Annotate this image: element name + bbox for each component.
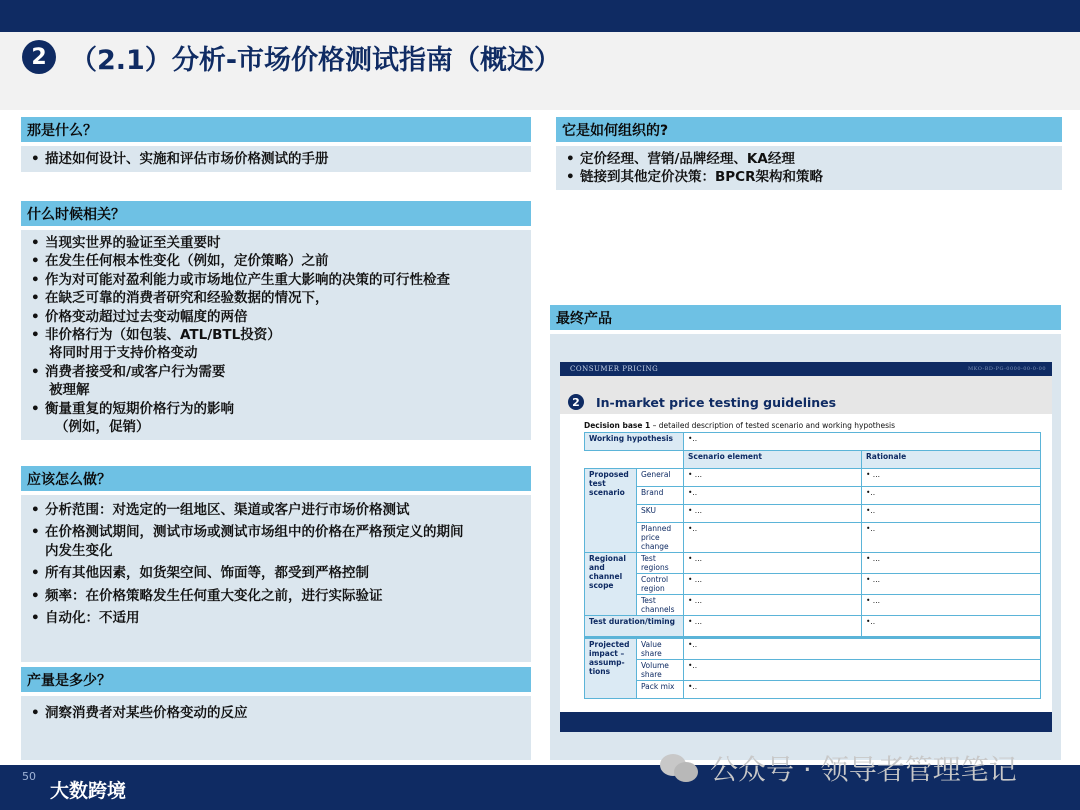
table-row: [585, 523, 1041, 553]
final-product-preview: [560, 362, 1052, 732]
top-bar: [0, 0, 1080, 32]
table-cell: Volume share: [637, 660, 684, 681]
table-cell: Planned price change: [637, 523, 684, 553]
table-header-cell: Rationale: [862, 451, 1041, 469]
preview-title-area: [560, 376, 1052, 414]
table-row: [585, 660, 1041, 681]
list-item: • 分析范围：对选定的一组地区、渠道或客户进行市场价格测试: [29, 501, 523, 519]
table-cell: • ...: [684, 505, 862, 523]
table-cell: Value share: [637, 638, 684, 660]
list-item: • 消费者接受和/或客户行为需要: [29, 363, 523, 381]
table-row: [585, 553, 1041, 574]
preview-title: In-market price testing guidelines: [596, 395, 837, 410]
list-item: • 描述如何设计、实施和评估市场价格测试的手册: [29, 150, 523, 168]
table-row: [585, 616, 1041, 638]
table-cell: • ...: [684, 595, 862, 616]
watermark-text: 公众号 · 领导者管理笔记: [710, 753, 1017, 786]
section-when-heading: 什么时候相关？: [21, 201, 531, 226]
table-cell: Pack mix: [637, 681, 684, 699]
table-cell: SKU: [637, 505, 684, 523]
table-cell: [585, 451, 684, 469]
list-item: • 链接到其他定价决策：BPCR架构和策略: [564, 168, 1054, 186]
watermark: [660, 748, 1017, 788]
table-row: [585, 469, 1041, 487]
table-row: [585, 574, 1041, 595]
table-cell: • ...: [862, 574, 1041, 595]
table-cell: Working hypothesis: [585, 433, 684, 451]
table-cell: • ...: [862, 595, 1041, 616]
table-cell: • ...: [684, 616, 862, 638]
section-how-heading: 应该怎么做？: [21, 466, 531, 491]
table-cell: •..: [684, 638, 1041, 660]
list-item: • 价格变动超过过去变动幅度的两倍: [29, 308, 523, 326]
table-cell: •..: [862, 616, 1041, 638]
preview-footer-bar: [560, 712, 1052, 732]
list-item: • 非价格行为（如包装、ATL/BTL投资）: [29, 326, 523, 344]
table-cell: • ...: [862, 553, 1041, 574]
section-when-body: [21, 230, 531, 440]
table-cell: •..: [684, 523, 862, 553]
list-item: • 在发生任何根本性变化（例如，定价策略）之前: [29, 252, 523, 270]
table-cell: Brand: [637, 487, 684, 505]
table-cell: •..: [684, 487, 862, 505]
table-cell: General: [637, 469, 684, 487]
table-row: [585, 505, 1041, 523]
logo: 大数跨境: [50, 780, 127, 802]
preview-subtitle: Decision base 1 – detailed description of tested scenario and working hypothesis: [584, 421, 896, 430]
page-title: （2.1）分析-市场价格测试指南（概述）: [70, 45, 562, 76]
list-item: • 定价经理、营销/品牌经理、KA经理: [564, 150, 1054, 168]
table-row: [585, 433, 1041, 451]
list-item: • 作为对可能对盈利能力或市场地位产生重大影响的决策的可行性检查: [29, 271, 523, 289]
section-org-body: [556, 146, 1062, 190]
table-row: [585, 487, 1041, 505]
list-item: • 频率：在价格策略发生任何重大变化之前，进行实际验证: [29, 587, 523, 605]
table-cell: •..: [862, 505, 1041, 523]
preview-table: [584, 432, 1041, 699]
table-cell: Regional and channel scope: [585, 553, 637, 616]
preview-number-badge: 2: [568, 394, 584, 410]
table-cell: Test duration/timing: [585, 616, 684, 638]
list-item-continuation: 将同时用于支持价格变动: [49, 345, 198, 362]
section-what-body: [21, 146, 531, 172]
list-item-continuation: 内发生变化: [45, 542, 113, 559]
section-output-heading: 产量是多少？: [21, 667, 531, 692]
table-header-cell: Scenario element: [684, 451, 862, 469]
list-item: • 自动化：不适用: [29, 609, 523, 627]
table-cell: •..: [862, 523, 1041, 553]
table-cell: Test regions: [637, 553, 684, 574]
section-output-body: [21, 696, 531, 760]
table-cell: •..: [684, 660, 1041, 681]
list-item: • 洞察消费者对某些价格变动的反应: [29, 704, 523, 722]
list-item-continuation: （例如，促销）: [55, 419, 150, 436]
table-cell: • ...: [684, 469, 862, 487]
table-cell: • ...: [684, 574, 862, 595]
table-cell: •..: [684, 681, 1041, 699]
table-cell: Projected impact – assump-tions: [585, 638, 637, 699]
section-what-heading: 那是什么？: [21, 117, 531, 142]
table-cell: •..: [684, 433, 1041, 451]
table-cell: Proposed test scenario: [585, 469, 637, 553]
list-item: • 当现实世界的验证至关重要时: [29, 234, 523, 252]
section-final-heading: 最终产品: [550, 305, 1061, 330]
page-number: 50: [22, 770, 36, 783]
table-cell: • ...: [684, 553, 862, 574]
wechat-icon: [660, 752, 700, 784]
list-item-continuation: 被理解: [49, 382, 90, 399]
preview-doc-code: MKO-BD-PG-0000-00-0-00: [968, 366, 1046, 372]
list-item: • 在缺乏可靠的消费者研究和经验数据的情况下，: [29, 289, 523, 307]
preview-header-label: CONSUMER PRICING: [570, 365, 659, 373]
table-row: [585, 451, 1041, 469]
section-org-heading: 它是如何组织的?: [556, 117, 1062, 142]
list-item: • 在价格测试期间，测试市场或测试市场组中的价格在严格预定义的期间: [29, 523, 523, 541]
preview-header-bar: [560, 362, 1052, 376]
table-cell: •..: [862, 487, 1041, 505]
table-row: [585, 681, 1041, 699]
table-row: [585, 638, 1041, 660]
list-item: • 衡量重复的短期价格行为的影响: [29, 400, 523, 418]
table-cell: Control region: [637, 574, 684, 595]
table-cell: Test channels: [637, 595, 684, 616]
table-cell: • ...: [862, 469, 1041, 487]
list-item: • 所有其他因素，如货架空间、饰面等，都受到严格控制: [29, 564, 523, 582]
table-row: [585, 595, 1041, 616]
title-number-badge: 2: [22, 40, 56, 74]
section-how-body: [21, 495, 531, 662]
